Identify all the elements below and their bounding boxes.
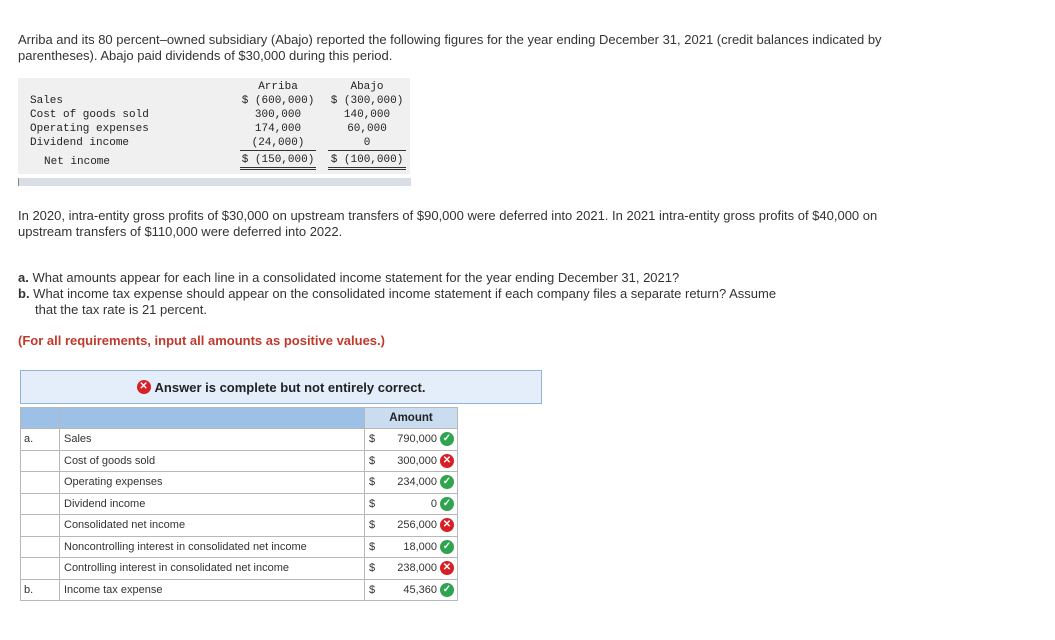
abajo-value: 0	[328, 136, 406, 151]
table-row	[21, 493, 458, 515]
table-row	[21, 472, 458, 494]
amount-input[interactable]: 300,000	[397, 454, 437, 467]
check-circle-icon: ✓	[440, 540, 454, 554]
header-blank	[60, 408, 365, 429]
intro-paragraph: Arriba and its 80 percent–owned subsidiary (Abajo) reported the following figures for the year ending December 31, 2021 (credit balances indicated by parentheses). Abajo paid dividends of $30,000 during this period.	[18, 32, 882, 63]
row-label: Net income	[44, 156, 111, 168]
line-item-label: Controlling interest in consolidated net income	[60, 558, 365, 580]
part-label	[21, 450, 60, 472]
part-label	[21, 558, 60, 580]
line-item-label: Cost of goods sold	[60, 450, 365, 472]
check-circle-icon: ✓	[440, 497, 454, 511]
header-arriba: Arriba	[258, 81, 298, 93]
x-circle-icon: ✕	[440, 561, 454, 575]
questions	[18, 270, 918, 318]
x-circle-icon: ✕	[440, 454, 454, 468]
amount-input[interactable]: 0	[430, 497, 437, 510]
amount-cell	[365, 558, 458, 580]
part-label	[21, 472, 60, 494]
row-label: Sales	[30, 95, 64, 107]
answer-table	[20, 407, 458, 601]
header-blank	[21, 408, 60, 429]
amount-cell	[365, 429, 458, 451]
data-table-footer	[18, 178, 411, 186]
row-label: Operating expenses	[30, 123, 149, 135]
part-label: b.	[21, 579, 60, 601]
instruction-note: (For all requirements, input all amounts as positive values.)	[18, 333, 385, 348]
part-label	[21, 536, 60, 558]
row-label: Dividend income	[30, 137, 130, 149]
check-circle-icon: ✓	[440, 583, 454, 597]
part-label	[21, 493, 60, 515]
header-abajo: Abajo	[350, 81, 384, 93]
arriba-value: $ (600,000)	[241, 95, 315, 107]
amount-cell	[365, 579, 458, 601]
arriba-value: (24,000)	[240, 136, 316, 151]
question-b-label: b.	[18, 286, 30, 301]
currency-symbol: $	[369, 497, 376, 510]
x-circle-icon: ✕	[440, 518, 454, 532]
amount-input[interactable]: 45,360	[403, 583, 437, 596]
currency-symbol: $	[369, 519, 376, 532]
question-a-label: a.	[18, 270, 29, 285]
check-circle-icon: ✓	[440, 475, 454, 489]
x-circle-icon: ✕	[137, 380, 151, 394]
check-circle-icon: ✓	[440, 432, 454, 446]
line-item-label: Dividend income	[60, 493, 365, 515]
line-item-label: Income tax expense	[60, 579, 365, 601]
amount-cell	[365, 493, 458, 515]
abajo-value: 60,000	[347, 123, 387, 135]
table-row	[21, 450, 458, 472]
amount-input[interactable]: 256,000	[397, 519, 437, 532]
currency-symbol: $	[369, 562, 376, 575]
amount-cell	[365, 515, 458, 537]
currency-symbol: $	[369, 476, 376, 489]
given-data-table	[18, 78, 410, 186]
table-row	[21, 558, 458, 580]
question-a	[18, 270, 918, 286]
question-a-text: What amounts appear for each line in a consolidated income statement for the year ending December 31, 2021?	[28, 270, 680, 285]
line-item-label: Noncontrolling interest in consolidated net income	[60, 536, 365, 558]
table-row	[21, 429, 458, 451]
banner-text: Answer is complete but not entirely correct.	[154, 379, 426, 395]
table-row	[21, 579, 458, 601]
abajo-value: 140,000	[343, 109, 391, 121]
line-item-label: Operating expenses	[60, 472, 365, 494]
deferral-paragraph: In 2020, intra-entity gross profits of $30,000 on upstream transfers of $90,000 were deferred into 2021. In 2021 intra-entity gross profits of $40,000 on upstream transfers of $110,000 were deferred into 2022.	[18, 208, 878, 239]
currency-symbol: $	[369, 583, 376, 596]
abajo-value: $ (100,000)	[328, 153, 406, 170]
part-label: a.	[21, 429, 60, 451]
amount-input[interactable]: 18,000	[403, 540, 437, 553]
amount-header: Amount	[365, 408, 458, 429]
line-item-label: Sales	[60, 429, 365, 451]
amount-input[interactable]: 234,000	[397, 476, 437, 489]
answer-status-banner	[20, 370, 542, 404]
arriba-value: 300,000	[254, 109, 302, 121]
amount-input[interactable]: 238,000	[397, 562, 437, 575]
table-row	[21, 536, 458, 558]
row-label: Cost of goods sold	[30, 109, 149, 121]
part-label	[21, 515, 60, 537]
currency-symbol: $	[369, 433, 376, 446]
answer-table-header	[21, 408, 458, 429]
question-b	[18, 286, 918, 302]
question-b-continued: that the tax rate is 21 percent.	[35, 302, 207, 317]
currency-symbol: $	[369, 454, 376, 467]
question-b-text: What income tax expense should appear on the consolidated income statement if each company files a separate return? Assume	[29, 286, 777, 301]
amount-cell	[365, 450, 458, 472]
table-row	[21, 515, 458, 537]
amount-cell	[365, 536, 458, 558]
abajo-value: $ (300,000)	[330, 95, 404, 107]
arriba-value: $ (150,000)	[240, 153, 316, 170]
amount-input[interactable]: 790,000	[397, 433, 437, 446]
line-item-label: Consolidated net income	[60, 515, 365, 537]
arriba-value: 174,000	[254, 123, 302, 135]
amount-cell	[365, 472, 458, 494]
currency-symbol: $	[369, 540, 376, 553]
